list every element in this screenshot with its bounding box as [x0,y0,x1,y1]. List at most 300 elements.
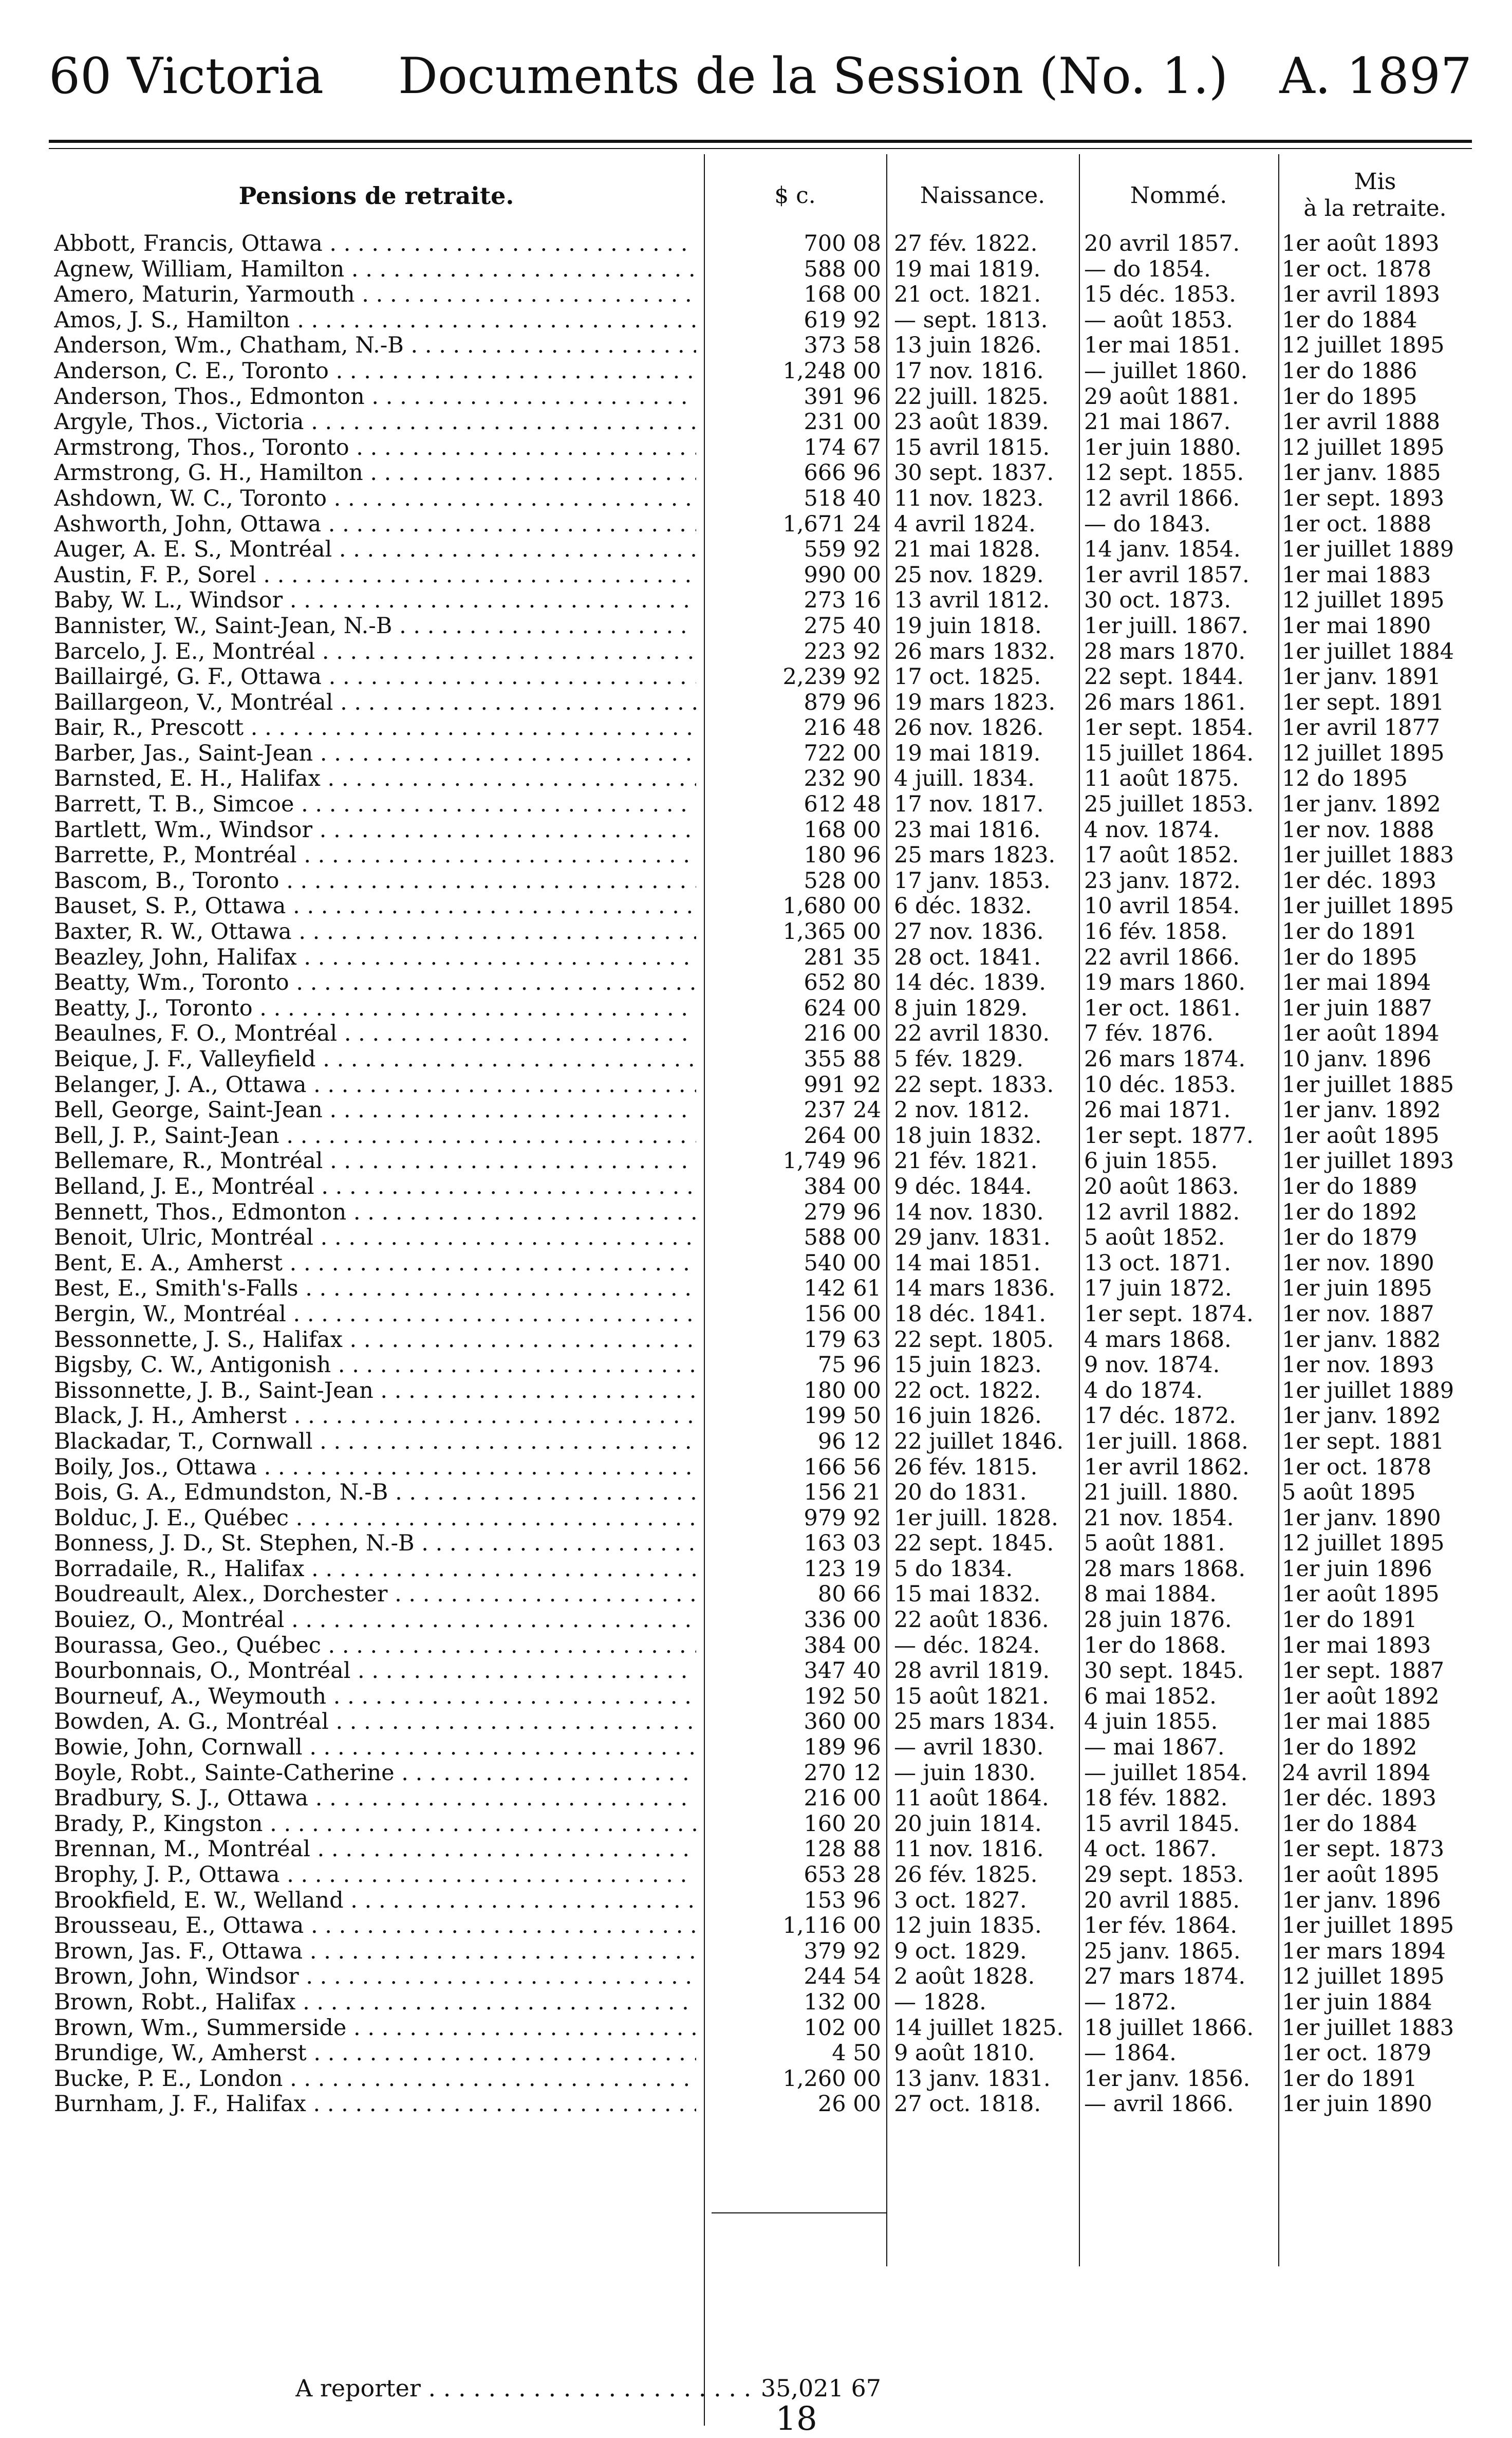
pensioner-name: Bucke, P. E., London . . . [54,2066,696,2092]
table-row [49,614,1472,639]
birth-date: 21 fév. 1821. [894,1149,1038,1174]
birth-date: 28 avril 1819. [894,1658,1050,1684]
birth-date: 19 mars 1823. [894,690,1056,715]
table-row [49,2066,1472,2092]
retirement-date: 1er août 1894 [1282,1021,1440,1047]
table-row [49,460,1472,486]
pensioner-name: Barnsted, E. H., Halifax . . . [54,766,696,792]
retirement-date: 1er juillet 1895 [1282,1913,1454,1939]
retirement-date: 1er avril 1888 [1282,410,1441,435]
retirement-date: 1er mai 1890 [1282,613,1431,639]
pensioner-name: Bartlett, Wm., Windsor . . . [54,818,696,843]
pension-amount: 990 00 [804,562,881,588]
pension-amount: 156 21 [804,1480,881,1506]
retirement-date: 1er sept. 1873 [1282,1837,1445,1862]
table-row [49,1633,1472,1659]
appointment-date: 30 oct. 1873. [1084,588,1231,614]
pensioner-name: Barber, Jas., Saint-Jean . . . [54,741,696,767]
appointment-date: 25 juillet 1853. [1084,792,1254,818]
header-title: Documents de la Session (No. 1.) [398,47,1228,105]
pensioner-name: Brown, Wm., Summerside . . . [54,2016,696,2041]
table-row [49,1506,1472,1531]
pensioner-name: Beatty, J., Toronto . . . [54,996,696,1022]
appointment-date: 1er sept. 1874. [1084,1301,1254,1327]
pension-amount: 180 00 [804,1378,881,1403]
pension-amount: 168 00 [804,817,881,843]
pension-amount: 166 56 [804,1454,881,1480]
birth-date: 22 août 1836. [894,1608,1049,1633]
appointment-date: — avril 1866. [1084,2092,1234,2117]
appointment-date: — août 1853. [1084,307,1233,333]
table-row [49,1786,1472,1812]
table-row [49,282,1472,308]
pension-amount: 612 48 [804,792,881,818]
carry-forward-label: A reporter . . . [295,2374,758,2402]
table-row [49,308,1472,334]
pension-amount: 160 20 [804,1811,881,1837]
retirement-date: 1er do 1891 [1282,919,1417,945]
retirement-date: 1er nov. 1890 [1282,1250,1434,1276]
pension-amount: 132 00 [804,1989,881,2015]
pension-amount: 270 12 [804,1760,881,1786]
birth-date: 22 sept. 1845. [894,1531,1054,1557]
table-row [49,1378,1472,1404]
table-row [49,410,1472,435]
retirement-date: 24 avril 1894 [1282,1760,1431,1786]
table-row [49,257,1472,283]
table-row [49,588,1472,614]
table-row [49,1455,1472,1481]
pension-amount: 879 96 [804,690,881,715]
pension-amount: 355 88 [804,1047,881,1072]
retirement-date: 1er nov. 1887 [1282,1301,1434,1327]
appointment-date: 29 sept. 1853. [1084,1862,1244,1888]
pensioner-name: Ashdown, W. C., Toronto . . . [54,486,696,512]
pension-amount: 26 00 [817,2092,881,2117]
pension-amount: 336 00 [804,1608,881,1633]
retirement-date: 1er août 1895 [1282,1123,1440,1149]
table-row [49,1658,1472,1684]
table-row [49,1403,1472,1429]
table-row [49,792,1472,818]
retirement-date: 1er janv. 1885 [1282,460,1441,486]
pension-amount: 231 00 [804,410,881,435]
birth-date: 9 oct. 1829. [894,1938,1027,1964]
pension-amount: 1,116 00 [782,1913,881,1939]
table-row [49,996,1472,1022]
table-row [49,1327,1472,1353]
appointment-date: 26 mars 1874. [1084,1047,1246,1072]
table-row [49,1531,1472,1557]
appointment-date: 17 juin 1872. [1084,1276,1232,1302]
retirement-date: 1er juin 1890 [1282,2092,1432,2117]
column-header-birth: Naissance. [920,182,1046,209]
retirement-date: 1er déc. 1893 [1282,1786,1436,1812]
pensioner-name: Bourbonnais, O., Montréal . . . [54,1658,696,1684]
pension-amount: 347 40 [804,1658,881,1684]
table-row [49,1047,1472,1073]
table-row [49,894,1472,919]
retirement-date: 1er juillet 1893 [1282,1149,1454,1174]
birth-date: 30 sept. 1837. [894,460,1054,486]
pension-amount: 700 08 [804,231,881,256]
pensioner-name: Beique, J. F., Valleyfield . . . [54,1047,696,1073]
appointment-date: 1er sept. 1854. [1084,715,1254,741]
pension-amount: 518 40 [804,486,881,511]
table-row [49,2041,1472,2066]
pensioner-name: Barrett, T. B., Simcoe . . . [54,792,696,818]
retirement-date: 12 juillet 1895 [1282,741,1445,766]
retirement-date: 1er do 1891 [1282,1608,1417,1633]
pensioner-name: Agnew, William, Hamilton . . . [54,257,696,283]
column-header-retired-line2: à la retraite. [1303,195,1447,221]
table-row [49,1913,1472,1939]
pension-amount: 180 96 [804,843,881,869]
birth-date: 20 do 1831. [894,1480,1027,1506]
appointment-date: 27 mars 1874. [1084,1964,1246,1990]
birth-date: 21 oct. 1821. [894,282,1041,308]
birth-date: 9 déc. 1844. [894,1174,1032,1199]
pensioner-name: Barcelo, J. E., Montréal . . . [54,639,696,665]
retirement-date: 1er do 1892 [1282,1199,1417,1225]
retirement-date: 1er do 1879 [1282,1225,1417,1251]
retirement-date: 1er janv. 1892 [1282,1098,1441,1123]
birth-date: 29 janv. 1831. [894,1225,1051,1251]
pension-amount: 273 16 [804,588,881,614]
pension-amount: 232 90 [804,766,881,792]
table-body [49,231,1472,2117]
pensioner-name: Brown, Jas. F., Ottawa . . . [54,1939,696,1965]
table-row [49,1990,1472,2016]
pension-amount: 979 92 [804,1505,881,1531]
pension-amount: 153 96 [804,1888,881,1913]
birth-date: 26 fév. 1825. [894,1862,1038,1888]
pensioner-name: Barrette, P., Montréal . . . [54,843,696,869]
pensioner-name: Bessonnette, J. S., Halifax . . . [54,1327,696,1353]
appointment-date: 23 janv. 1872. [1084,868,1241,894]
birth-date: 14 juillet 1825. [894,2015,1064,2041]
appointment-date: 22 avril 1866. [1084,945,1240,970]
retirement-date: 12 juillet 1895 [1282,1531,1445,1557]
appointment-date: 18 fév. 1882. [1084,1786,1228,1812]
retirement-date: 1er mars 1894 [1282,1938,1446,1964]
retirement-date: 1er sept. 1893 [1282,486,1445,511]
pensioner-name: Burnham, J. F., Halifax . . . [54,2092,696,2117]
pensioner-name: Anderson, Thos., Edmonton . . . [54,384,696,410]
birth-date: 4 avril 1824. [894,511,1036,537]
retirement-date: 1er août 1895 [1282,1862,1440,1888]
birth-date: 16 juin 1826. [894,1403,1042,1429]
pension-amount: 237 24 [804,1098,881,1123]
retirement-date: 10 janv. 1896 [1282,1047,1432,1072]
appointment-date: 19 mars 1860. [1084,970,1246,996]
table-row [49,1862,1472,1888]
table-row [49,1073,1472,1098]
appointment-date: 22 sept. 1844. [1084,664,1244,690]
birth-date: 5 fév. 1829. [894,1047,1024,1072]
retirement-date: 1er juillet 1883 [1282,2015,1454,2041]
birth-date: 8 juin 1829. [894,995,1028,1021]
retirement-date: 1er août 1892 [1282,1684,1440,1709]
pension-amount: 156 00 [804,1301,881,1327]
pension-amount: 1,248 00 [782,358,881,384]
pensioner-name: Amero, Maturin, Yarmouth . . . [54,282,696,308]
pension-amount: 163 03 [804,1531,881,1557]
retirement-date: 1er sept. 1887 [1282,1658,1445,1684]
table-row [49,537,1472,563]
retirement-date: 1er do 1895 [1282,945,1417,970]
retirement-date: 1er janv. 1896 [1282,1888,1441,1913]
birth-date: 11 nov. 1823. [894,486,1044,511]
birth-date: 4 juill. 1834. [894,766,1035,792]
table-row [49,1837,1472,1862]
retirement-date: 12 juillet 1895 [1282,435,1445,460]
pension-amount: 279 96 [804,1199,881,1225]
pensioner-name: Brophy, J. P., Ottawa . . . [54,1862,696,1888]
column-header-retired-line1: Mis [1354,169,1396,195]
birth-date: 18 juin 1832. [894,1123,1042,1149]
pensioner-name: Bell, J. P., Saint-Jean . . . [54,1123,696,1149]
birth-date: 25 nov. 1829. [894,562,1044,588]
retirement-date: 1er mai 1894 [1282,970,1431,996]
appointment-date: 26 mai 1871. [1084,1098,1231,1123]
appointment-date: 4 juin 1855. [1084,1709,1218,1735]
birth-date: 13 janv. 1831. [894,2066,1051,2092]
birth-date: 19 juin 1818. [894,613,1042,639]
pension-amount: 142 61 [804,1276,881,1302]
birth-date: 28 oct. 1841. [894,945,1041,970]
table-row [49,2092,1472,2117]
table-row [49,435,1472,461]
retirement-date: 1er juillet 1889 [1282,1378,1454,1403]
retirement-date: 1er do 1884 [1282,307,1417,333]
retirement-date: 1er juillet 1883 [1282,843,1454,869]
table-row [49,690,1472,716]
pension-amount: 384 00 [804,1633,881,1658]
pensioner-name: Brown, Robt., Halifax . . . [54,1990,696,2016]
pensioner-name: Bergin, W., Montréal . . . [54,1302,696,1327]
table-row [49,512,1472,538]
pension-amount: 360 00 [804,1709,881,1735]
appointment-date: 17 déc. 1872. [1084,1403,1236,1429]
appointment-date: 15 déc. 1853. [1084,282,1236,308]
total-rule [712,2212,886,2213]
birth-date: 26 mars 1832. [894,639,1056,664]
pension-amount: 223 92 [804,639,881,664]
retirement-date: 12 juillet 1895 [1282,333,1445,359]
birth-date: 14 nov. 1830. [894,1199,1044,1225]
pension-amount: 123 19 [804,1556,881,1582]
table-row [49,1302,1472,1327]
pension-amount: 619 92 [804,307,881,333]
retirement-date: 1er juin 1895 [1282,1276,1432,1302]
pension-amount: 588 00 [804,1225,881,1251]
pension-amount: 199 50 [804,1403,881,1429]
pensioner-name: Belanger, J. A., Ottawa . . . [54,1073,696,1098]
appointment-date: 1er fév. 1864. [1084,1913,1238,1939]
appointment-date: 13 oct. 1871. [1084,1250,1231,1276]
pensioner-name: Blackadar, T., Cornwall . . . [54,1429,696,1455]
pensioner-name: Bradbury, S. J., Ottawa . . . [54,1786,696,1812]
pension-amount: 2,239 92 [782,664,881,690]
pension-amount: 174 67 [804,435,881,460]
running-header [49,36,1472,118]
pensioner-name: Bowie, John, Cornwall . . . [54,1735,696,1761]
birth-date: 17 oct. 1825. [894,664,1041,690]
birth-date: 26 nov. 1826. [894,715,1044,741]
pensioner-name: Baxter, R. W., Ottawa . . . [54,919,696,945]
appointment-date: 8 mai 1884. [1084,1582,1217,1608]
table-row [49,970,1472,996]
appointment-date: 9 nov. 1874. [1084,1353,1220,1378]
retirement-date: 1er mai 1885 [1282,1709,1431,1735]
pension-amount: 75 96 [817,1353,881,1378]
appointment-date: 1er juin 1880. [1084,435,1242,460]
pensioner-name: Benoit, Ulric, Montréal . . . [54,1225,696,1251]
table-row [49,1123,1472,1149]
appointment-date: 4 nov. 1874. [1084,817,1220,843]
appointment-date: — juillet 1854. [1084,1760,1248,1786]
birth-date: — juin 1830. [894,1760,1036,1786]
pensioner-name: Beaulnes, F. O., Montréal . . . [54,1021,696,1047]
appointment-date: 4 oct. 1867. [1084,1837,1217,1862]
page-number: 18 [775,2400,817,2438]
table-row [49,1582,1472,1608]
pension-amount: 1,365 00 [782,919,881,945]
pension-amount: 192 50 [804,1684,881,1709]
retirement-date: 5 août 1895 [1282,1480,1416,1506]
birth-date: 26 fév. 1815. [894,1454,1038,1480]
birth-date: 23 mai 1816. [894,817,1041,843]
retirement-date: 1er sept. 1881 [1282,1429,1445,1454]
pensioner-name: Austin, F. P., Sorel . . . [54,563,696,588]
appointment-date: 5 août 1852. [1084,1225,1225,1251]
pension-amount: 991 92 [804,1072,881,1098]
pensioner-name: Baby, W. L., Windsor . . . [54,588,696,614]
birth-date: 11 août 1864. [894,1786,1049,1812]
appointment-date: — 1872. [1084,1989,1177,2015]
header-volume: 60 Victoria [49,47,324,105]
appointment-date: 15 avril 1845. [1084,1811,1240,1837]
birth-date: 15 août 1821. [894,1684,1049,1709]
table-row [49,1761,1472,1786]
table-row [49,664,1472,690]
pensioner-name: Bolduc, J. E., Québec . . . [54,1506,696,1531]
pension-amount: 653 28 [804,1862,881,1888]
retirement-date: 1er janv. 1892 [1282,1403,1441,1429]
birth-date: 25 mars 1823. [894,843,1056,869]
retirement-date: 1er déc. 1893 [1282,868,1436,894]
retirement-date: 1er oct. 1888 [1282,511,1432,537]
retirement-date: 1er juin 1884 [1282,1989,1432,2015]
pensioner-name: Bonness, J. D., St. Stephen, N.-B . . . [54,1531,696,1557]
pension-amount: 373 58 [804,333,881,359]
pensioner-name: Brown, John, Windsor . . . [54,1964,696,1990]
pensioner-name: Beazley, John, Halifax . . . [54,945,696,971]
table-row [49,1480,1472,1506]
pensioner-name: Armstrong, G. H., Hamilton . . . [54,460,696,486]
table-row [49,231,1472,257]
pension-amount: 722 00 [804,741,881,766]
pension-amount: 559 92 [804,537,881,563]
birth-date: 25 mars 1834. [894,1709,1056,1735]
pension-amount: 216 00 [804,1786,881,1812]
birth-date: — 1828. [894,1989,986,2015]
appointment-date: — do 1854. [1084,256,1211,282]
birth-date: 13 avril 1812. [894,588,1050,614]
birth-date: 22 avril 1830. [894,1021,1050,1047]
pension-amount: 216 48 [804,715,881,741]
retirement-date: 1er do 1886 [1282,358,1417,384]
retirement-date: 1er août 1895 [1282,1582,1440,1608]
pension-amount: 666 96 [804,460,881,486]
retirement-date: 1er août 1893 [1282,231,1440,256]
pensioner-name: Bell, George, Saint-Jean . . . [54,1098,696,1123]
appointment-date: 12 avril 1882. [1084,1199,1240,1225]
pensioner-name: Bourneuf, A., Weymouth . . . [54,1684,696,1710]
retirement-date: 1er sept. 1891 [1282,690,1445,715]
table-row [49,1225,1472,1251]
pension-amount: 1,749 96 [782,1149,881,1174]
birth-date: 12 juin 1835. [894,1913,1042,1939]
appointment-date: 30 sept. 1845. [1084,1658,1244,1684]
appointment-date: — 1864. [1084,2041,1177,2066]
carry-forward-total: 35,021 67 [760,2374,881,2402]
birth-date: 22 sept. 1833. [894,1072,1054,1098]
appointment-date: 25 janv. 1865. [1084,1938,1241,1964]
pensioner-name: Best, E., Smith's-Falls . . . [54,1276,696,1302]
pension-amount: 216 00 [804,1021,881,1047]
appointment-date: 1er do 1868. [1084,1633,1227,1658]
birth-date: 19 mai 1819. [894,741,1041,766]
table-row [49,1709,1472,1735]
pensioner-name: Baillargeon, V., Montréal . . . [54,690,696,716]
retirement-date: 1er avril 1893 [1282,282,1441,308]
pension-amount: 168 00 [804,282,881,308]
pensioner-name: Bois, G. A., Edmundston, N.-B . . . [54,1480,696,1506]
birth-date: 17 nov. 1816. [894,358,1044,384]
birth-date: 1er juill. 1828. [894,1505,1058,1531]
pension-amount: 102 00 [804,2015,881,2041]
pensioner-name: Abbott, Francis, Ottawa . . . [54,231,696,257]
header-rule-thick [49,140,1472,143]
appointment-date: 29 août 1881. [1084,384,1239,410]
pension-amount: 189 96 [804,1735,881,1761]
appointment-date: 1er juill. 1867. [1084,613,1248,639]
pensioner-name: Borradaile, R., Halifax . . . [54,1557,696,1582]
pensioner-name: Bauset, S. P., Ottawa . . . [54,894,696,919]
appointment-date: 4 do 1874. [1084,1378,1203,1403]
birth-date: 18 déc. 1841. [894,1301,1046,1327]
header-rule-thin [49,148,1472,149]
birth-date: 5 do 1834. [894,1556,1013,1582]
appointment-date: 17 août 1852. [1084,843,1239,869]
pensioner-name: Belland, J. E., Montréal . . . [54,1174,696,1200]
birth-date: 20 juin 1814. [894,1811,1042,1837]
pensioner-name: Bennett, Thos., Edmonton . . . [54,1200,696,1226]
retirement-date: 12 do 1895 [1282,766,1408,792]
retirement-date: 1er avril 1877 [1282,715,1441,741]
appointment-date: 21 nov. 1854. [1084,1505,1234,1531]
retirement-date: 1er juin 1896 [1282,1556,1432,1582]
table-row [49,1251,1472,1277]
column-header-title: Pensions de retraite. [238,182,514,210]
retirement-date: 1er janv. 1890 [1282,1505,1441,1531]
pension-amount: 96 12 [817,1429,881,1454]
pensioner-name: Bouiez, O., Montréal . . . [54,1608,696,1633]
birth-date: 15 avril 1815. [894,435,1050,460]
retirement-date: 1er do 1892 [1282,1735,1417,1761]
